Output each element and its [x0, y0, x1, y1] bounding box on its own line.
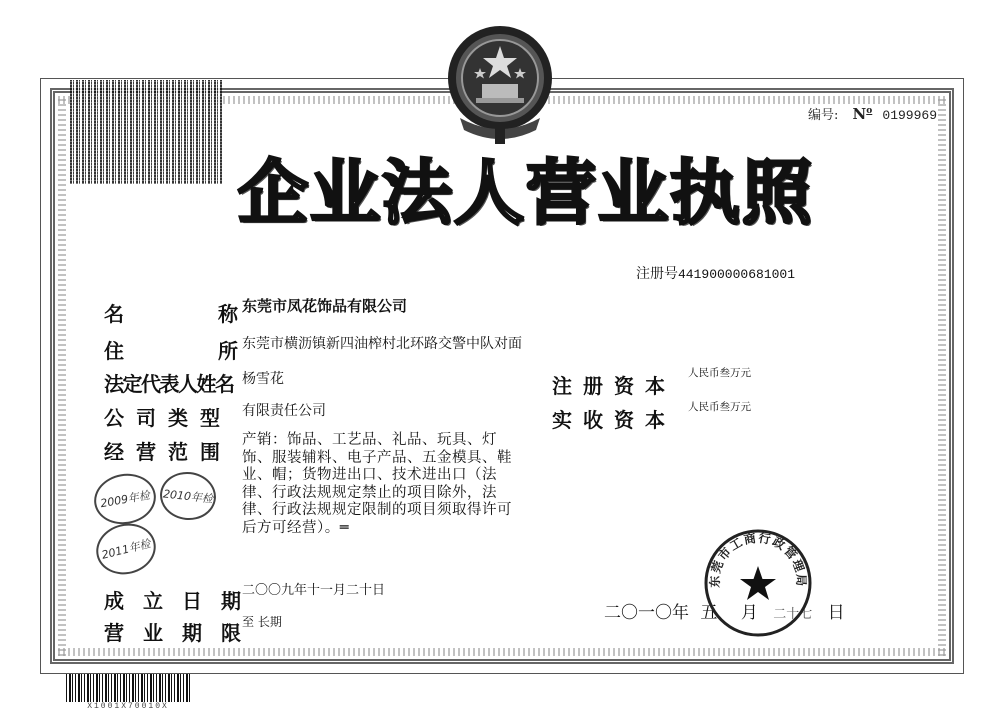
scope-line: 产销：饰品、工艺品、礼品、玩具、灯 — [242, 432, 497, 448]
annual-inspection-stamp: 2010年检 — [158, 469, 219, 523]
registration-value: 441900000681001 — [678, 267, 796, 282]
business-scope-label: 经营范围 — [104, 440, 232, 464]
scope-line: 律、行政法规规定禁止的项目除外，法 — [242, 484, 497, 501]
bottom-barcode-number: X1001X70010X — [87, 702, 169, 711]
registration-number — [636, 263, 795, 283]
registration-label: 注册号 — [636, 266, 678, 282]
legal-rep-label: 法定代表人姓名 — [104, 372, 234, 396]
established-value: 二〇〇九年十一月二十日 — [242, 583, 386, 598]
company-name: 东莞市凤花饰品有限公司 — [242, 297, 408, 315]
official-seal-icon — [703, 528, 813, 638]
barcode-block — [70, 80, 222, 184]
issue-date: 二〇一〇年 五 月 二十七 日 — [604, 603, 845, 623]
border-pattern-left — [58, 96, 66, 656]
registered-capital-value: 人民币叁万元 — [688, 367, 751, 379]
serial-label: 编号: — [808, 108, 839, 123]
scope-line: 业、帽；货物进出口、技术进出口（法 — [242, 467, 497, 484]
established-label: 成立日期 — [104, 589, 260, 613]
term-value: 至 长期 — [242, 615, 282, 629]
business-scope-text — [242, 432, 548, 538]
address-label: 住 所 — [104, 339, 238, 363]
scope-line: 律、行政法规规定限制的项目须取得许可 — [242, 502, 512, 519]
annual-inspection-stamp: 2011年检 — [91, 517, 161, 580]
national-emblem-icon — [440, 20, 560, 150]
border-pattern-bottom — [58, 648, 946, 656]
border-pattern-right — [938, 96, 946, 656]
company-type-value: 有限责任公司 — [242, 403, 326, 419]
registered-capital-label: 注册资本 — [552, 374, 676, 398]
scope-line: 后方可经营）。═ — [242, 519, 347, 536]
term-label: 营业期限 — [104, 621, 260, 645]
legal-rep-value: 杨雪花 — [242, 371, 284, 387]
seal-text: 东莞市工商行政管理局 — [707, 530, 809, 588]
annual-inspection-stamp: 2009年检 — [90, 469, 160, 529]
paid-capital-label: 实收资本 — [552, 408, 676, 432]
serial-number — [808, 104, 937, 123]
document-title: 企业法人营业执照 — [238, 151, 814, 234]
bottom-barcode — [66, 674, 190, 702]
scope-line: 饰、服装辅料、电子产品、五金模具、鞋 — [242, 449, 512, 466]
end-mark: ═ — [339, 519, 347, 536]
name-label: 名 称 — [104, 302, 238, 326]
serial-value: 0199969 — [882, 108, 938, 123]
company-type-label: 公司类型 — [104, 406, 232, 430]
number-sign: $N^o$ — [852, 105, 873, 123]
company-address: 东莞市横沥镇新四油榨村北环路交警中队对面 — [242, 336, 522, 352]
paid-capital-value: 人民币叁万元 — [688, 401, 751, 413]
